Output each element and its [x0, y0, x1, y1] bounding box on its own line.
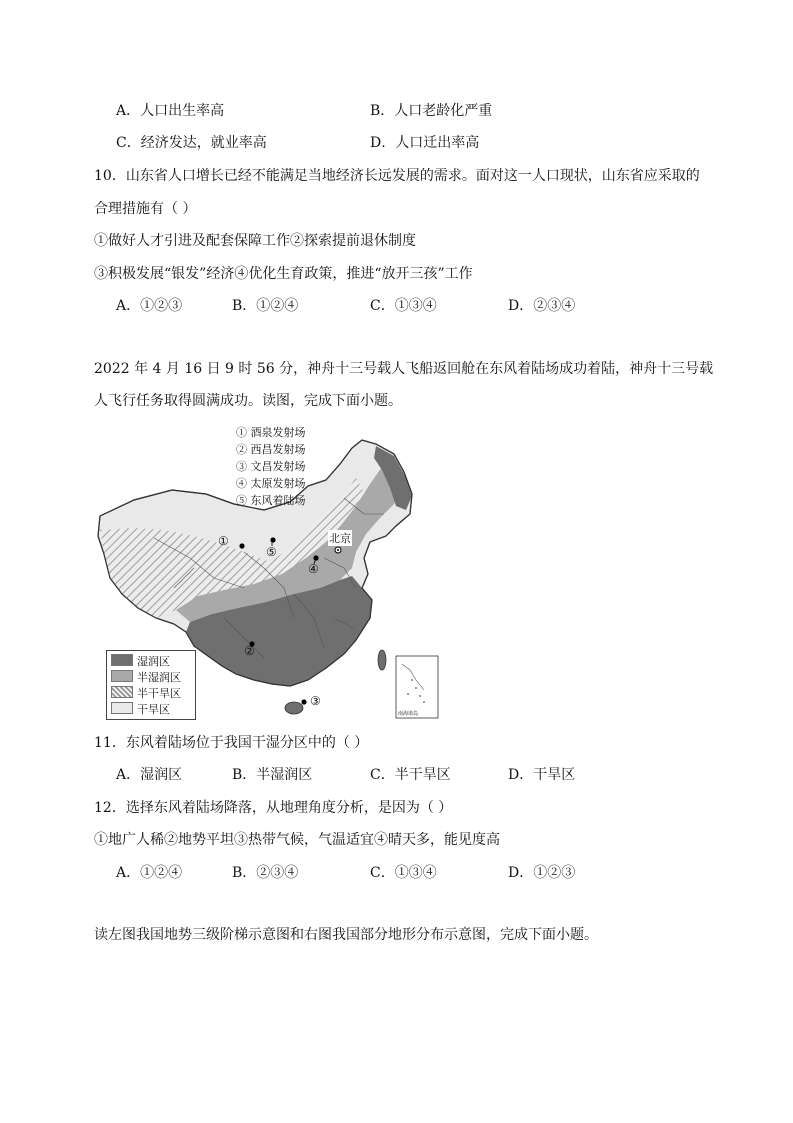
q12-stem: 12．选择东风着陆场降落，从地理角度分析，是因为（ ）	[94, 800, 453, 816]
site-list-item-5: ⑤ 东风着陆场	[236, 494, 306, 507]
q10-option-c: C．①③④	[370, 298, 437, 314]
q9-option-c: C．经济发达，就业率高	[116, 135, 267, 151]
marker-label-1: ①	[218, 534, 229, 548]
legend-semi-arid-label: 半干旱区	[137, 687, 181, 700]
q10-option-b: B．①②④	[232, 298, 299, 314]
marker-label-5: ⑤	[266, 545, 277, 559]
beijing-label: 北京	[329, 532, 351, 545]
q12-option-c: C．①③④	[370, 865, 437, 881]
legend-arid	[111, 702, 170, 716]
q12-option-d: D．①②③	[508, 865, 576, 881]
q11-option-a: A．湿润区	[116, 767, 183, 783]
marker-label-4: ④	[308, 562, 319, 576]
site-list-item-3: ③ 文昌发射场	[236, 460, 306, 473]
q10-stem-line1: 10．山东省人口增长已经不能满足当地经济长远发展的需求。面对这一人口现状，山东省应采取的	[94, 168, 700, 184]
site-list-item-2: ② 西昌发射场	[236, 443, 306, 456]
swatch-humid	[111, 654, 133, 666]
legend-semi-arid	[111, 686, 181, 700]
site-dot-3	[301, 699, 306, 704]
intro1-line2: 人飞行任务取得圆满成功。读图，完成下面小题。	[94, 393, 402, 409]
legend-humid-label: 湿润区	[137, 655, 170, 668]
q10-option-d: D．②③④	[508, 298, 576, 314]
swatch-semi-humid	[111, 670, 133, 682]
site-list	[236, 424, 306, 509]
marker-label-2: ②	[244, 644, 255, 658]
q10-items-line2: ③积极发展“银发”经济④优化生育政策，推进“放开三孩”工作	[94, 266, 473, 282]
inset-frame	[396, 656, 438, 718]
q12-items: ①地广人稀②地势平坦③热带气候，气温适宜④晴天多，能见度高	[94, 832, 500, 848]
q10-stem-line2: 合理措施有（ ）	[94, 201, 197, 217]
q11-option-c: C．半干旱区	[370, 767, 451, 783]
q10-items-line1: ①做好人才引进及配套保障工作②探索提前退休制度	[94, 233, 416, 249]
site-dot-1	[239, 543, 244, 548]
swatch-arid	[111, 702, 133, 714]
swatch-semi-arid	[111, 686, 133, 698]
legend-semi-humid	[111, 670, 181, 684]
map-legend	[106, 650, 196, 720]
q9-option-d: D．人口迁出率高	[370, 135, 480, 151]
hainan-island	[285, 702, 303, 714]
intro2: 读左图我国地势三级阶梯示意图和右图我国部分地形分布示意图，完成下面小题。	[94, 927, 598, 943]
legend-arid-label: 干旱区	[137, 703, 170, 716]
q9-option-b: B．人口老龄化严重	[370, 103, 493, 119]
inset-label: 南海诸岛	[398, 711, 419, 717]
taiwan-island	[378, 650, 386, 670]
marker-label-3: ③	[310, 694, 321, 708]
q12-option-a: A．①②④	[116, 865, 183, 881]
legend-humid	[111, 654, 170, 668]
legend-semi-humid-label: 半湿润区	[137, 671, 181, 684]
site-dot-5	[270, 537, 275, 542]
intro1-line1: 2022 年 4 月 16 日 9 时 56 分，神舟十三号载人飞船返回舱在东风着陆场成功着陆，神舟十三号载	[94, 361, 714, 377]
q11-option-d: D．干旱区	[508, 767, 576, 783]
q9-option-a: A．人口出生率高	[116, 103, 225, 119]
q11-option-b: B．半湿润区	[232, 767, 313, 783]
q11-stem: 11．东风着陆场位于我国干湿分区中的（ ）	[94, 735, 369, 751]
site-list-item-1: ① 酒泉发射场	[236, 426, 306, 439]
q10-option-a: A．①②③	[116, 298, 183, 314]
site-list-item-4: ④ 太原发射场	[236, 477, 306, 490]
q12-option-b: B．②③④	[232, 865, 299, 881]
